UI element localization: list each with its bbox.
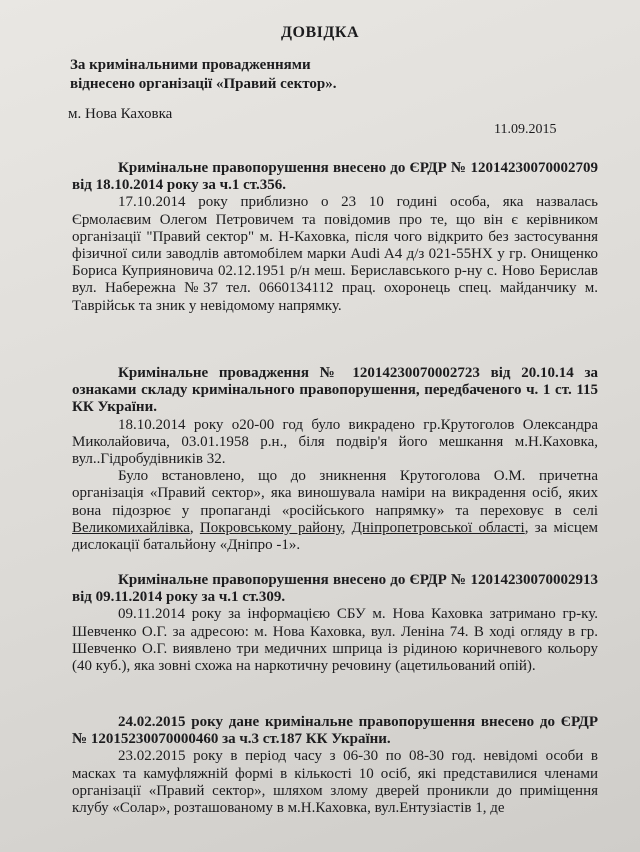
separator: , [189, 519, 200, 536]
subject-line-1: За кримінальними провадженнями [70, 57, 311, 73]
document-subject [70, 56, 570, 94]
section-3 [72, 572, 598, 675]
village-name: Великомихайлівка [72, 519, 190, 536]
separator: , [341, 519, 352, 536]
section-2-paragraph-2 [72, 468, 598, 554]
section-1 [72, 160, 598, 315]
section-1-paragraph: 17.10.2014 року приблизно о 23 10 годині особа, яка назвалась Єрмолаєвим Олегом Петровичем та повідомив про те, що він є керівником організації "Правий сектор" м. Н-Каховка, після чого відкрито без застосування фізичної сили заводлів автомобілем марки Audi A4 д/з 021-55НХ у гр. Онищенко Бориса Куприяновича 02.12.1951 р/н меш. Бериславського р-ну с. Ново Берислав вул. Набережна №37 тел. 0660134112 прац. охоронець спец. майданчику м. Таврійськ та зник у невідомому напрямку. [72, 194, 598, 314]
document-title: ДОВІДКА [280, 24, 359, 41]
section-2-text-a: Було встановлено, що до зникнення Крутоголова О.М. причетна організація «Правий сектор», яка виношувала наміри на викрадення осіб, яких вона підозрює у пропаганді «російського напрямку» та переховує в селі [72, 468, 598, 519]
section-4 [72, 714, 598, 817]
section-3-heading: Кримінальне правопорушення внесено до ЄРДР № 12014230070002913 від 09.11.2014 року за ч.1 ст.309. [72, 572, 598, 606]
district-name: Покровському району [199, 519, 342, 536]
document-date: 11.09.2015 [494, 122, 557, 137]
subject-line-2: віднесено організації «Правий сектор». [70, 76, 337, 92]
section-4-paragraph: 23.02.2015 року в період часу з 06-30 по 08-30 год. невідомі особи в масках та камуфляжній формі в кількості 10 осіб, які представилися членами організації «Правий сектор», шляхом злому дверей проникли до приміщення клубу «Солар», розташованому в м.Н.Каховка, вул.Ентузіастів 1, де [72, 748, 598, 817]
section-1-heading: Кримінальне правопорушення внесено до ЄРДР № 12014230070002709 від 18.10.2014 року за ч.1 ст.356. [72, 160, 598, 194]
region-name: Дніпропетровської області [351, 519, 525, 536]
section-2-heading: Кримінальне провадження № 12014230070002723 від 20.10.14 за ознаками складу кримінального правопорушення, передбаченого ч. 1 ст. 115 КК України. [72, 365, 598, 416]
section-2-paragraph-1: 18.10.2014 року о20-00 год було викрадено гр.Крутоголов Олександра Миколайовича, 03.01.1958 р.н., біля подвір'я його мешкання м.Н.Каховка, вул..Гідробудівників 32. [72, 416, 598, 468]
section-4-heading: 24.02.2015 року дане кримінальне правопорушення внесено до ЄРДР № 12015230070000460 за ч.3 ст.187 КК України. [72, 714, 598, 748]
section-3-paragraph: 09.11.2014 року за інформацією СБУ м. Нова Каховка затримано гр-ку. Шевченко О.Г. за адресою: м. Нова Каховка, вул. Леніна 74. В ході огляду в гр. Шевченко О.Г. виявлено три медичних шприца із рідиною коричневого кольору (40 куб.), яка зовні схожа на наркотичну речовину (ацетильований опій). [72, 606, 598, 675]
document-city: м. Нова Каховка [68, 106, 173, 122]
section-2-text-b: , за місцем дислокації батальйону «Дніпро -1». [72, 519, 599, 554]
section-2 [72, 365, 598, 554]
